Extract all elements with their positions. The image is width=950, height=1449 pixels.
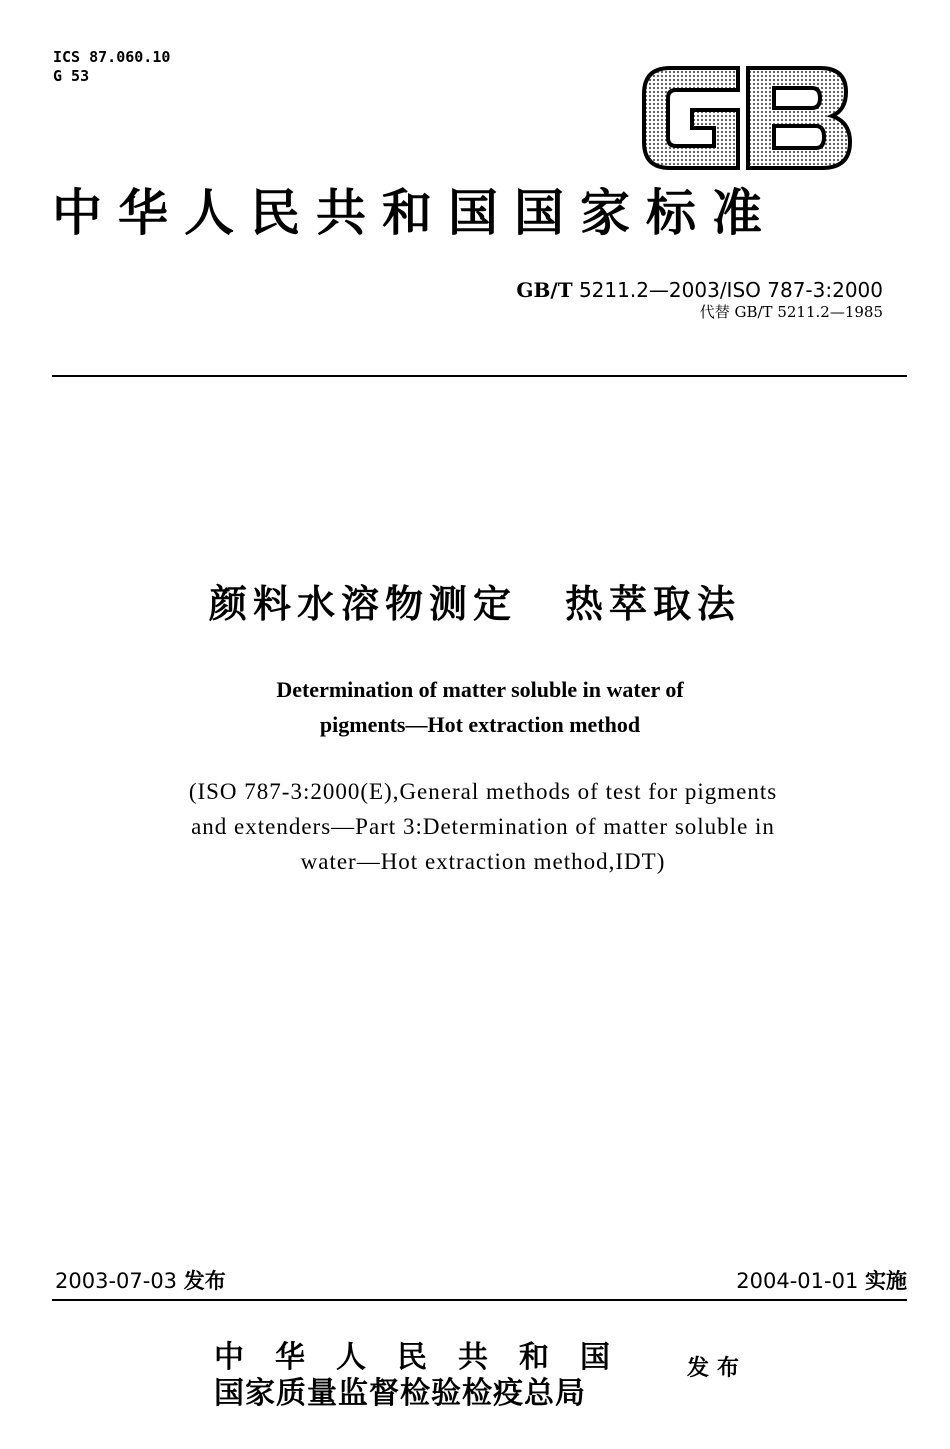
footer-rule xyxy=(52,1299,907,1301)
iso-reference-line3: water—Hot extraction method,IDT) xyxy=(300,849,666,874)
ccs-code: G 53 xyxy=(53,67,90,85)
issuer-line2: 国家质量监督检验检疫总局 xyxy=(214,1376,586,1411)
issue-verb: 发布 xyxy=(687,1356,748,1381)
effective-date-label: 实施 xyxy=(865,1269,907,1293)
main-title: 中华人民共和国国家标准 xyxy=(52,184,778,242)
title-english-line2: pigments—Hot extraction method xyxy=(319,712,641,737)
publication-date-value: 2003-07-03 xyxy=(55,1269,178,1293)
standard-prefix: GB/T xyxy=(516,278,573,302)
standard-code: 5211.2—2003/ISO 787-3:2000 xyxy=(578,278,883,302)
iso-reference-line1: (ISO 787-3:2000(E),General methods of test for pigments xyxy=(188,779,778,804)
logo-letter-b xyxy=(748,68,850,168)
publication-date xyxy=(55,1267,226,1295)
iso-reference-line2: and extenders—Part 3:Determination of matter soluble in xyxy=(191,814,775,839)
title-chinese xyxy=(0,578,950,630)
replaces-standard: 代替 GB/T 5211.2—1985 xyxy=(699,303,883,321)
standard-number xyxy=(516,278,883,302)
effective-date xyxy=(736,1267,907,1295)
gb-logo xyxy=(640,62,855,174)
title-chinese-part1: 颜料水溶物测定 xyxy=(208,582,517,626)
title-chinese-part2: 热萃取法 xyxy=(565,582,742,626)
title-english xyxy=(0,672,950,742)
logo-letter-g xyxy=(644,68,738,168)
title-english-line1: Determination of matter soluble in water of xyxy=(276,677,684,702)
classification-codes xyxy=(53,48,170,86)
issuer-line1: 中华人民共和国 xyxy=(214,1340,641,1375)
ics-code: ICS 87.060.10 xyxy=(53,48,171,66)
header-rule xyxy=(52,375,907,377)
publication-date-label: 发布 xyxy=(183,1269,226,1293)
effective-date-value: 2004-01-01 xyxy=(736,1269,859,1293)
